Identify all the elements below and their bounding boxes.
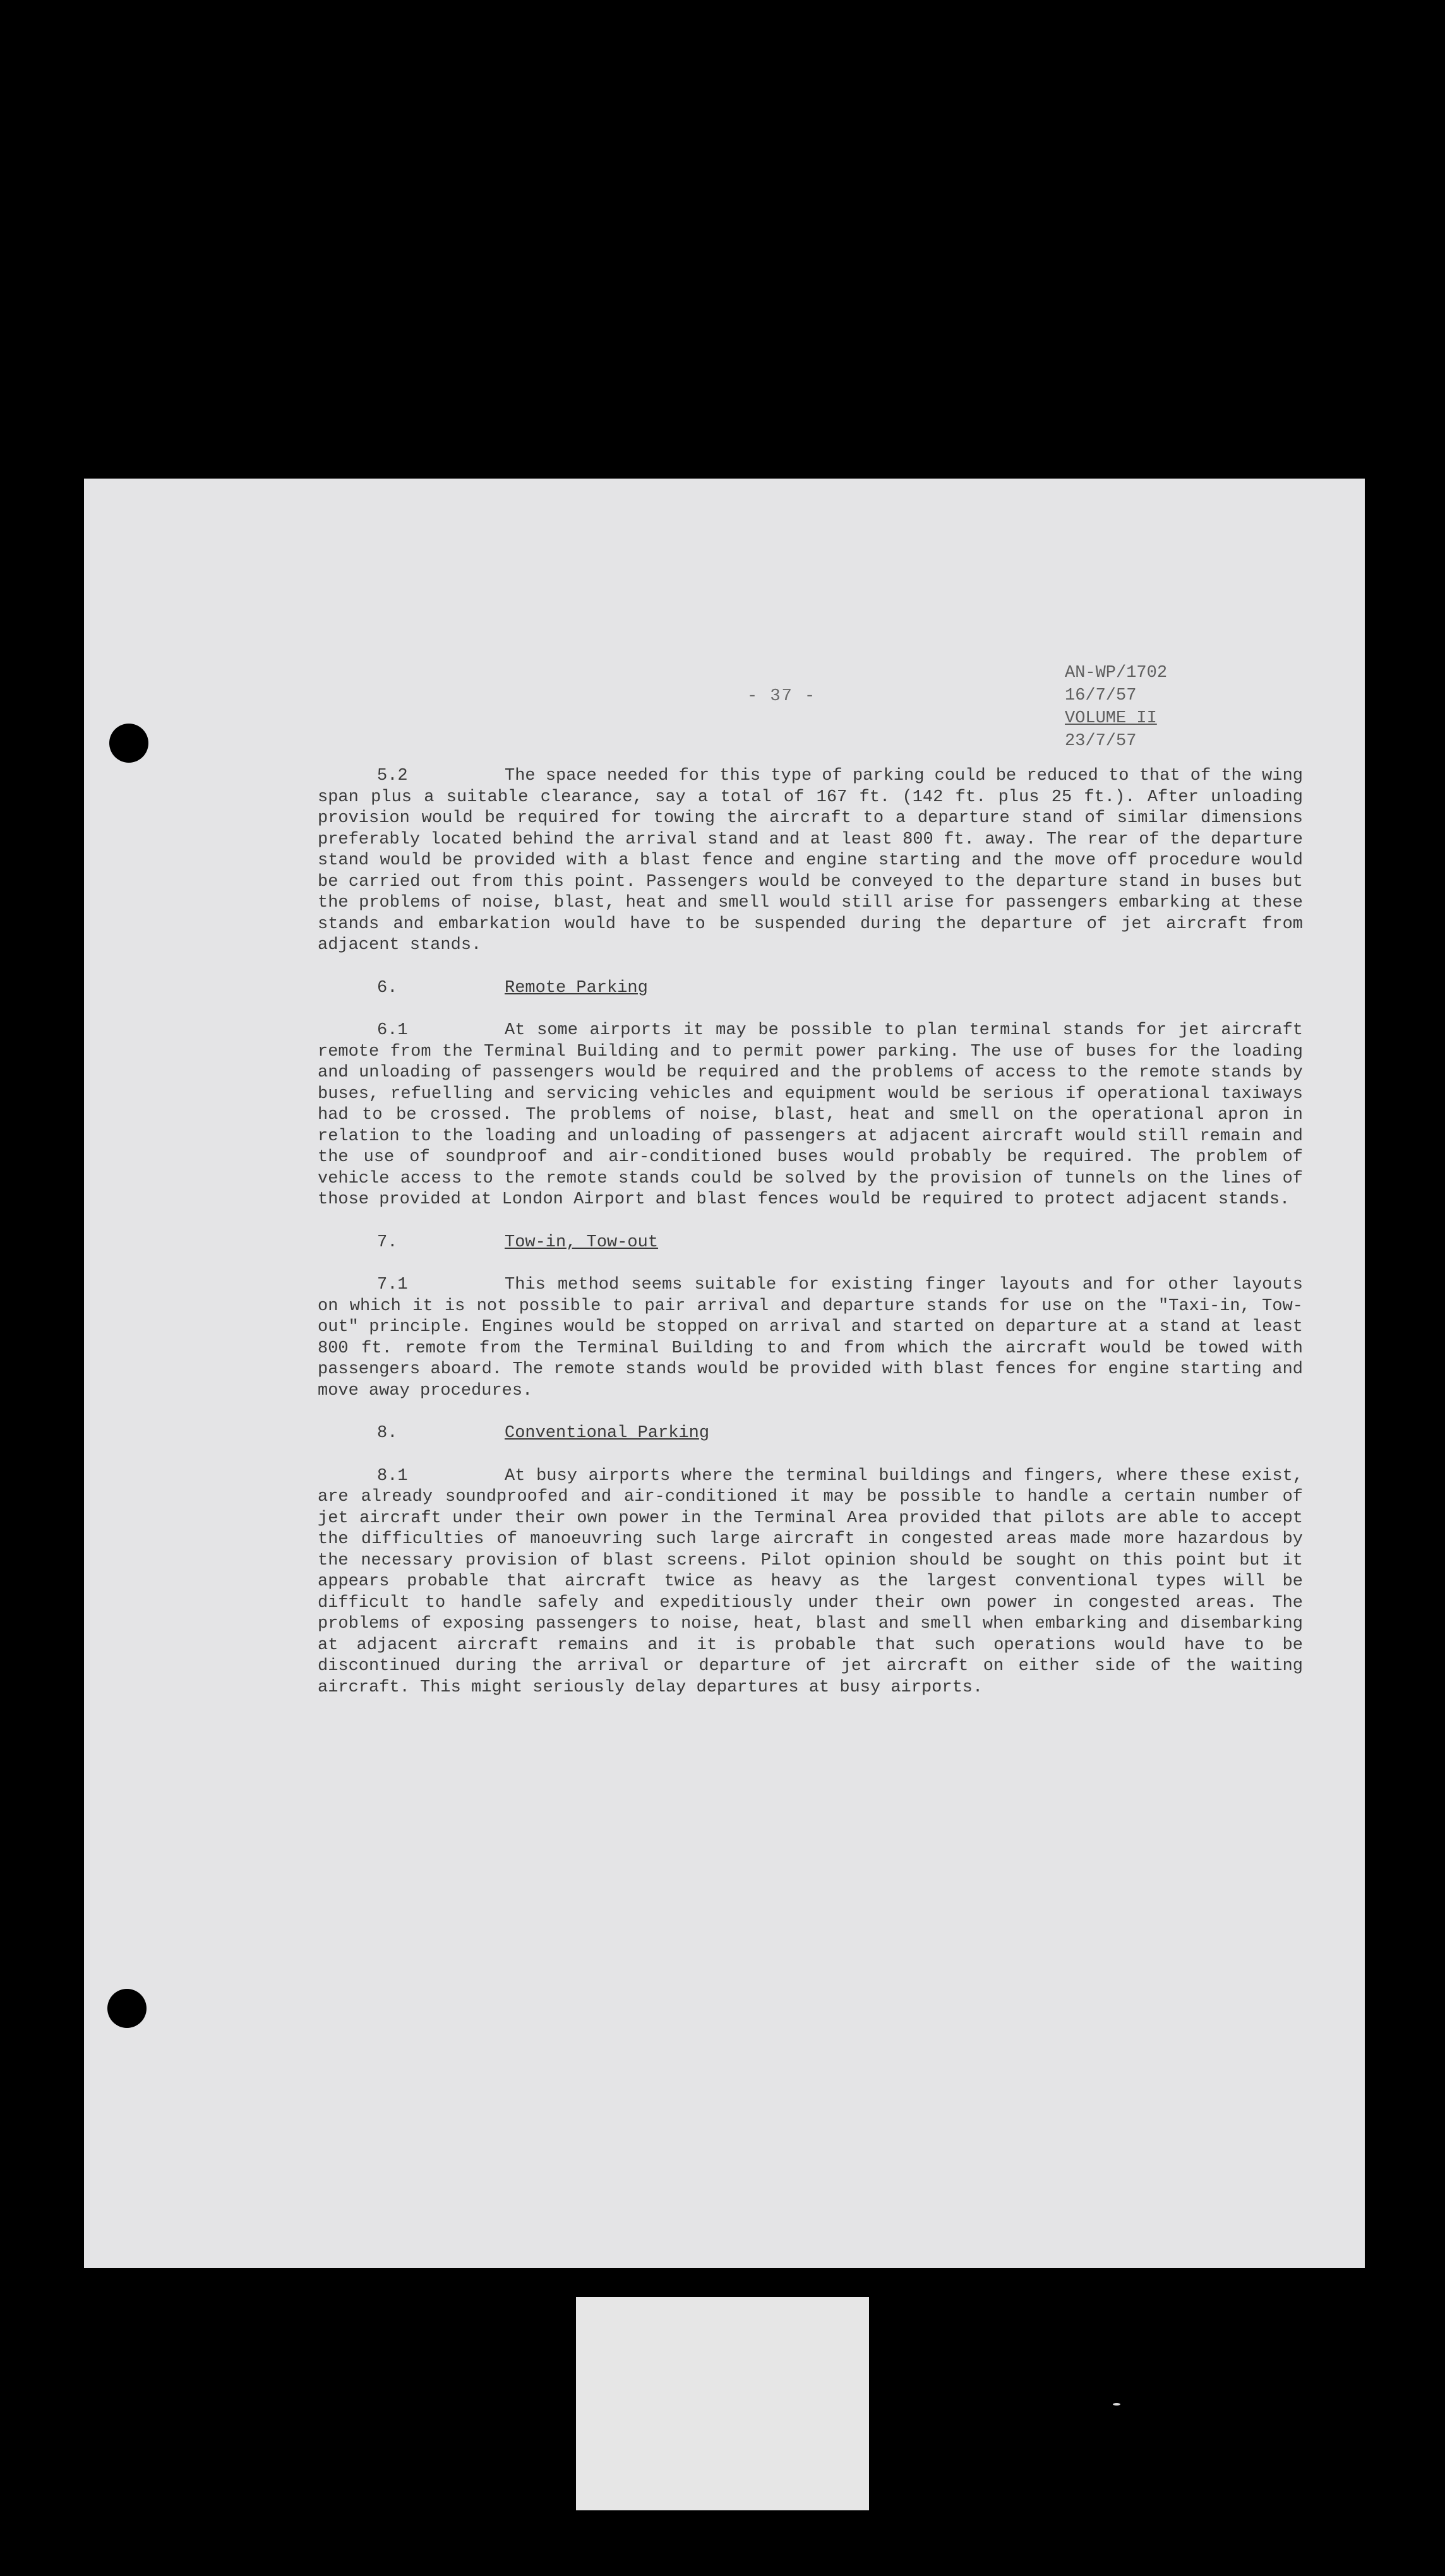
section-title: Conventional Parking [505, 1424, 710, 1443]
paragraph-text: At busy airports where the terminal buildings and fingers, where these exist, are already soundproofed and air-conditioned it may be possible to handle a certain number of jet aircraft under their own power in the Terminal Area provided that pilots are able to accept the difficulties of manoeuvring such large aircraft in congested areas made more hazardous by the necessary provision of blast screens. Pilot opinion should be sought on this point but it appears probable that aircraft twice as heavy as the largest conventional types will be difficult to handle safely and expeditiously under their own power in congested areas. The problems of exposing passengers to noise, heat, blast and smell when embarking and disembarking at adjacent aircraft remains and it is probable that such operations would have to be discontinued during the arrival or departure of jet aircraft on either side of the waiting aircraft. This might seriously delay departures at busy airports. [318, 1466, 1303, 1697]
section-title: Tow-in, Tow-out [505, 1232, 659, 1252]
paragraph-5-2 [318, 766, 1303, 957]
section-number: 8. [377, 1424, 398, 1443]
reference-code: AN-WP/1702 [1065, 664, 1168, 683]
punch-hole-bottom [107, 1989, 147, 2028]
document-body [318, 766, 1303, 1720]
paragraph-7-1 [318, 1275, 1303, 1402]
section-title: Remote Parking [505, 978, 648, 998]
document-page [84, 479, 1365, 2268]
paragraph-number: 7.1 [377, 1275, 408, 1294]
section-heading-8 [318, 1423, 1303, 1445]
punch-hole-top [109, 724, 148, 763]
reference-date: 16/7/57 [1065, 686, 1137, 705]
blank-target-card [576, 2297, 869, 2510]
section-number: 7. [377, 1232, 398, 1252]
section-heading-6 [318, 978, 1303, 999]
scan-speck [1113, 2403, 1120, 2406]
paragraph-text: The space needed for this type of parking could be reduced to that of the wing span plus a suitable clearance, say a total of 167 ft. (142 ft. plus 25 ft.). After unloading provision would be required for towing the aircraft to a departure stand of similar dimensions preferably located behind the arrival stand and at least 800 ft. away. The rear of the departure stand would be provided with a blast fence and engine starting and the move off procedure would be carried out from this point. Passengers would be conveyed to the departure stand in buses but the problems of noise, blast, heat and smell would still arise for passengers embarking at these stands and embarkation would have to be suspended during the departure of jet aircraft from adjacent stands. [318, 766, 1303, 955]
paragraph-number: 5.2 [377, 766, 408, 785]
paragraph-8-1 [318, 1466, 1303, 1699]
page-number: - 37 - [747, 687, 817, 706]
section-heading-7 [318, 1232, 1303, 1254]
document-reference [1065, 662, 1167, 753]
paragraph-number: 6.1 [377, 1021, 408, 1040]
paragraph-text: At some airports it may be possible to plan terminal stands for jet aircraft remote from the Terminal Building and to permit power parking. The use of buses for the loading and unloading of passengers would be required and the problems of access to the remote stands by buses, refuelling and servicing vehicles and equipment would be serious if operational taxiways had to be crossed. The problems of noise, blast, heat and smell on the operational apron in relation to the loading and unloading of passengers at adjacent aircraft would still remain and the use of soundproof and air-conditioned buses would probably be required. The problem of vehicle access to the remote stands could be solved by the provision of tunnels on the lines of those provided at London Airport and blast fences would be required to protect adjacent stands. [318, 1021, 1303, 1209]
reference-revised-date: 23/7/57 [1065, 732, 1137, 751]
section-number: 6. [377, 978, 398, 998]
paragraph-text: This method seems suitable for existing finger layouts and for other layouts on which it is not possible to pair arrival and departure stands for use on the "Taxi-in, Tow-out" principle. Engines would be stopped on arrival and started on departure at a stand at least 800 ft. remote from the Terminal Building to and from which the aircraft would be towed with passengers aboard. The remote stands would be provided with blast fences for engine starting and move away procedures. [318, 1275, 1303, 1400]
paragraph-6-1 [318, 1020, 1303, 1211]
reference-volume: VOLUME II [1065, 709, 1157, 728]
paragraph-number: 8.1 [377, 1466, 408, 1486]
